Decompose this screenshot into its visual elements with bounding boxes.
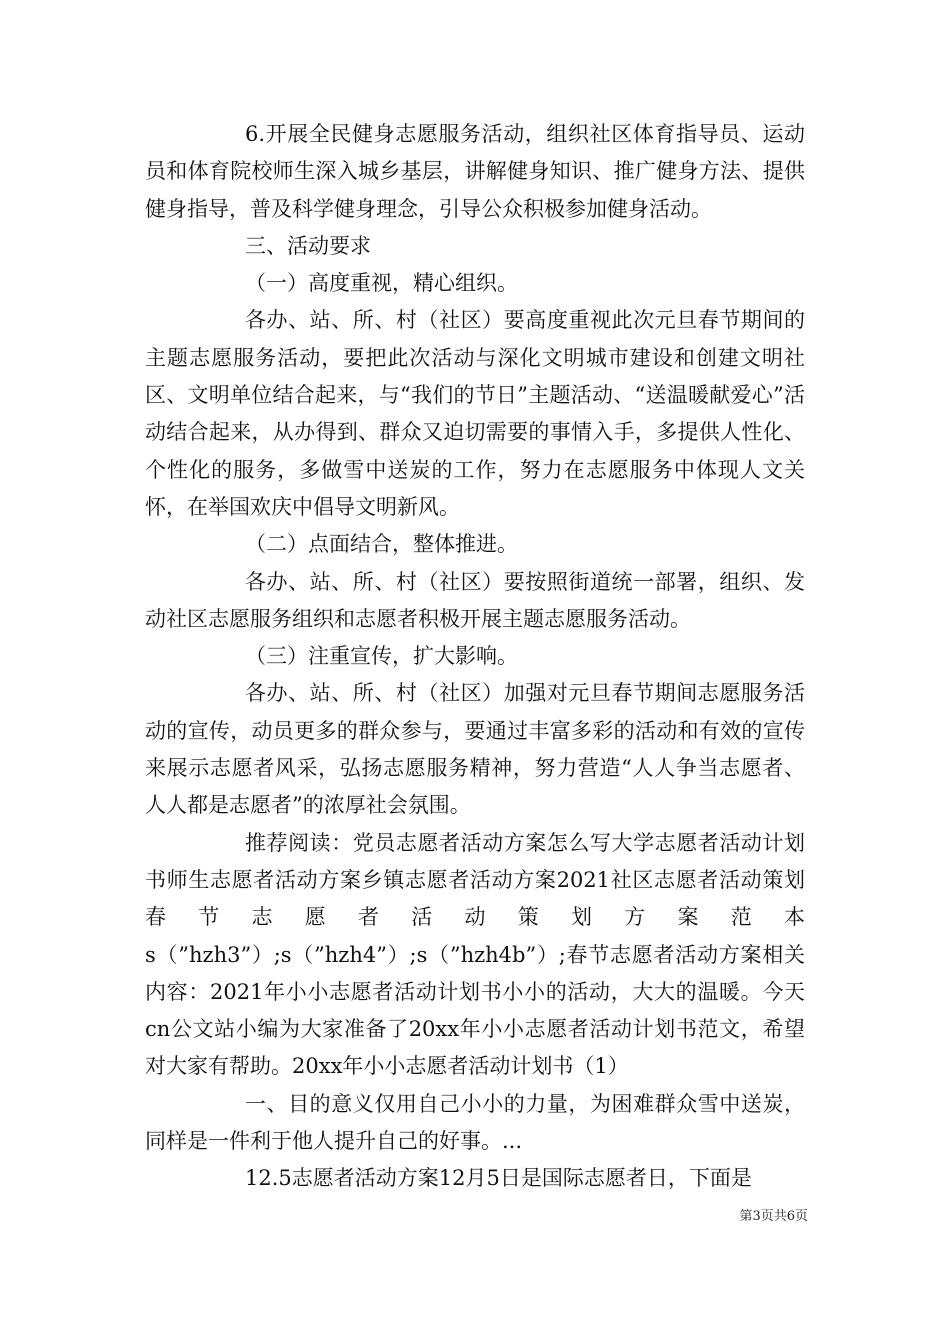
subheading-2: （二）点面结合，整体推进。 <box>245 532 518 557</box>
paragraph-requirement-2: 各办、站、所、村（社区）要按照街道统一部署，组织、发动社区志愿服务组织和志愿者积极开展主题志愿服务活动。 <box>145 569 805 631</box>
paragraph-fitness-activity: 6.开展全民健身志愿服务活动，组织社区体育指导员、运动员和体育院校师生深入城乡基层，讲解健身知识、推广健身方法、提供健身指导，普及科学健身理念，引导公众积极参加健身活动。 <box>145 122 805 221</box>
paragraph-related-content: s（”hzh3”）;s（”hzh4”）;s（”hzh4b”）;春节志愿者活动方案相关内容：2021年小小志愿者活动计划书小小的活动，大大的温暖。今天cn公文站小编为大家准备了20xx年小小志愿者活动计划书范文，希望对大家有帮助。20xx年小小志愿者活动计划书（1） <box>145 942 805 1079</box>
paragraph-volunteer-day: 12.5志愿者活动方案12月5日是国际志愿者日，下面是 <box>245 1166 752 1191</box>
paragraph-recommended-reading: 推荐阅读：党员志愿者活动方案怎么写大学志愿者活动计划书师生志愿者活动方案乡镇志愿者活动方案2021社区志愿者活动策划春节志愿者活动策划方案范本 <box>145 830 805 930</box>
subheading-3: （三）注重宣传，扩大影响。 <box>245 644 518 669</box>
subheading-1: （一）高度重视，精心组织。 <box>245 271 518 296</box>
paragraph-purpose: 一、目的意义仅用自己小小的力量，为困难群众雪中送炭，同样是一件利于他人提升自己的好事。... <box>145 1091 805 1154</box>
section-heading-requirements: 三、活动要求 <box>245 233 371 258</box>
paragraph-requirement-3: 各办、站、所、村（社区）加强对元旦春节期间志愿服务活动的宣传，动员更多的群众参与，要通过丰富多彩的活动和有效的宣传来展示志愿者风采，弘扬志愿服务精神，努力营造“人人争当志愿者、人人都是志愿者”的浓厚社会氛围。 <box>145 681 805 818</box>
page-number: 第3页共6页 <box>739 1209 808 1224</box>
document-body <box>145 116 805 1198</box>
paragraph-requirement-1: 各办、站、所、村（社区）要高度重视此次元旦春节期间的主题志愿服务活动，要把此次活动与深化文明城市建设和创建文明社区、文明单位结合起来，与“我们的节日”主题活动、“送温暖献爱心”活动结合起来，从办得到、群众又迫切需要的事情入手，多提供人性化、个性化的服务，多做雪中送炭的工作，努力在志愿服务中体现人文关怀，在举国欢庆中倡导文明新风。 <box>145 308 805 519</box>
